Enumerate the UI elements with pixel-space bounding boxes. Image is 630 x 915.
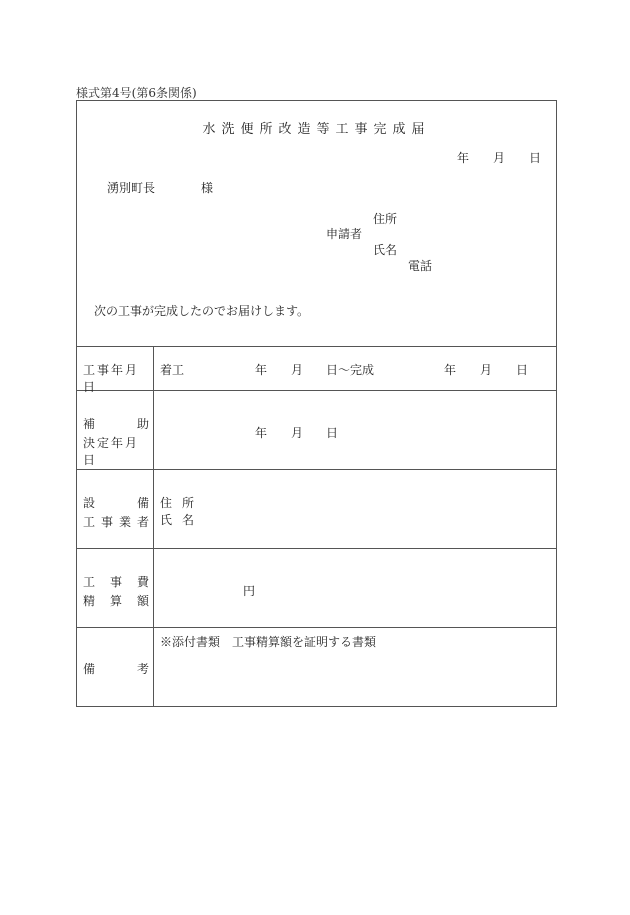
row-header-construction-cost [83,573,149,609]
applicant-name-label: 氏名 [373,243,398,257]
label-char: 所 [182,496,195,510]
applicant-address-label: 住所 [373,212,398,226]
row-header-text: 事 [109,575,122,589]
date-day: 日 [529,151,542,165]
row-header-text: 費 [136,575,149,589]
end-year: 年 [444,363,457,377]
label-char: 氏 [160,513,173,527]
end-day: 日 [516,363,529,377]
row-header-text: 工事年月日 [83,363,140,394]
row-divider [77,346,556,347]
subsidy-day: 日 [326,426,339,440]
form-frame [76,100,557,707]
addressee-name: 湧別町長 [107,181,156,195]
row-header-text: 設 [83,496,96,510]
row-header-remarks [83,660,149,677]
contractor-name-label [160,511,194,528]
row-header-text: 備 [83,662,96,676]
row-header-text: 備 [136,496,149,510]
currency-yen: 円 [243,584,256,598]
applicant-phone-label: 電話 [408,259,433,273]
form-number-label: 様式第4号(第6条関係) [76,86,197,100]
label-char: 住 [160,496,173,510]
row-header-text: 精 [83,594,96,608]
row-header-text: 額 [136,594,149,608]
addressee-honorific: 様 [201,181,214,195]
row-header-text: 者 [136,515,149,529]
remarks-note: ※添付書類 工事精算額を証明する書類 [160,635,377,649]
contractor-address-label [160,494,194,511]
subsidy-year: 年 [255,426,268,440]
statement-text: 次の工事が完成したのでお届けします。 [94,304,310,318]
row-header-text: 業 [118,515,131,529]
row-header-construction-dates [83,361,149,395]
label-char: 名 [182,513,195,527]
row-divider [77,548,556,549]
row-header-text: 工 [83,575,96,589]
subsidy-month: 月 [291,426,304,440]
end-month: 月 [480,363,493,377]
date-month: 月 [493,151,506,165]
start-month: 月 [291,363,304,377]
row-header-equipment-contractor [83,494,149,530]
row-header-text: 事 [100,515,113,529]
row-header-text: 助 [136,417,149,431]
applicant-label: 申請者 [326,227,363,241]
row-header-subsidy-decision-date [83,415,149,468]
row-divider [77,469,556,470]
date-year: 年 [457,151,470,165]
row-header-text: 算 [109,594,122,608]
start-day-to-completion: 日～完成 [326,363,375,377]
form-title: 水洗便所改造等工事完成届 [202,122,431,137]
column-divider [153,346,154,706]
start-year: 年 [255,363,268,377]
row-header-text: 補 [83,417,96,431]
row-divider [77,627,556,628]
row-header-text: 工 [83,515,96,529]
start-label: 着工 [160,363,185,377]
row-header-text: 決定年月日 [83,436,140,467]
row-header-text: 考 [136,662,149,676]
